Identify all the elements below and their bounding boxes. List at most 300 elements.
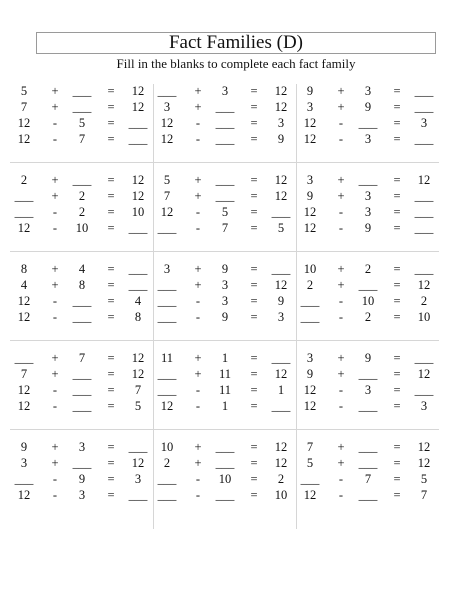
- equation-term-2: 9: [221, 310, 229, 324]
- equation-result: 4: [134, 294, 142, 308]
- equation-equals-sign: =: [250, 367, 258, 381]
- answer-blank[interactable]: ___: [72, 100, 92, 114]
- equation-row: [153, 100, 296, 115]
- equation-row: [296, 310, 439, 325]
- equation-equals-sign: =: [107, 173, 115, 187]
- equation-row: [296, 399, 439, 414]
- equation-term-1: 9: [20, 440, 28, 454]
- equation-term-1: 12: [160, 132, 174, 146]
- equation-operator: -: [195, 472, 201, 486]
- answer-blank[interactable]: ___: [215, 456, 235, 470]
- equation-operator: +: [51, 367, 59, 381]
- equation-term-2: 7: [364, 472, 372, 486]
- equation-equals-sign: =: [250, 84, 258, 98]
- equation-equals-sign: =: [393, 488, 401, 502]
- equation-operator: +: [194, 189, 202, 203]
- equation-equals-sign: =: [393, 472, 401, 486]
- equation-result: 12: [274, 278, 288, 292]
- answer-blank[interactable]: ___: [14, 351, 34, 365]
- equation-operator: +: [194, 100, 202, 114]
- equation-equals-sign: =: [393, 399, 401, 413]
- answer-blank[interactable]: ___: [215, 488, 235, 502]
- equation-equals-sign: =: [250, 189, 258, 203]
- answer-blank[interactable]: ___: [157, 310, 177, 324]
- answer-blank[interactable]: ___: [271, 262, 291, 276]
- equation-equals-sign: =: [393, 100, 401, 114]
- equation-term-2: 10: [75, 221, 89, 235]
- equation-row: [296, 367, 439, 382]
- equation-operator: +: [337, 456, 345, 470]
- equation-term-2: 3: [221, 294, 229, 308]
- equation-equals-sign: =: [107, 262, 115, 276]
- equation-equals-sign: =: [250, 262, 258, 276]
- equation-result: 10: [274, 488, 288, 502]
- equation-result: 7: [134, 383, 142, 397]
- equation-term-2: 2: [78, 205, 86, 219]
- equation-row: [10, 488, 153, 503]
- equation-row: [296, 456, 439, 471]
- equation-equals-sign: =: [250, 132, 258, 146]
- answer-blank[interactable]: ___: [72, 294, 92, 308]
- answer-blank[interactable]: ___: [14, 189, 34, 203]
- equation-row: [296, 132, 439, 147]
- equation-row: [10, 399, 153, 414]
- fact-family-problem: [10, 440, 153, 529]
- equation-operator: +: [337, 440, 345, 454]
- equation-result: 12: [417, 367, 431, 381]
- equation-operator: -: [52, 294, 58, 308]
- equation-term-1: 12: [160, 205, 174, 219]
- equation-operator: +: [51, 173, 59, 187]
- equation-operator: -: [195, 310, 201, 324]
- equation-equals-sign: =: [107, 456, 115, 470]
- fact-family-problem: [153, 173, 296, 262]
- equation-equals-sign: =: [250, 351, 258, 365]
- equation-operator: +: [51, 440, 59, 454]
- answer-blank[interactable]: ___: [300, 472, 320, 486]
- answer-blank[interactable]: ___: [215, 189, 235, 203]
- equation-equals-sign: =: [250, 100, 258, 114]
- answer-blank[interactable]: ___: [358, 173, 378, 187]
- equation-operator: +: [51, 100, 59, 114]
- answer-blank[interactable]: ___: [271, 399, 291, 413]
- equation-result: 12: [274, 367, 288, 381]
- equation-row: [153, 84, 296, 99]
- fact-family-problem: [10, 84, 153, 173]
- equation-term-2: 9: [221, 262, 229, 276]
- answer-blank[interactable]: ___: [72, 367, 92, 381]
- equation-result: 8: [134, 310, 142, 324]
- equation-term-1: 10: [303, 262, 317, 276]
- answer-blank[interactable]: ___: [358, 440, 378, 454]
- answer-blank[interactable]: ___: [157, 221, 177, 235]
- equation-term-2: 2: [78, 189, 86, 203]
- equation-equals-sign: =: [393, 367, 401, 381]
- answer-blank[interactable]: ___: [414, 100, 434, 114]
- equation-equals-sign: =: [107, 116, 115, 130]
- equation-row: [153, 488, 296, 503]
- equation-row: [296, 278, 439, 293]
- answer-blank[interactable]: ___: [271, 205, 291, 219]
- equation-term-1: 2: [306, 278, 314, 292]
- equation-term-1: 5: [306, 456, 314, 470]
- equation-result: 3: [420, 399, 428, 413]
- equation-equals-sign: =: [107, 221, 115, 235]
- answer-blank[interactable]: ___: [128, 132, 148, 146]
- equation-row: [10, 351, 153, 366]
- answer-blank[interactable]: ___: [14, 205, 34, 219]
- equation-row: [10, 310, 153, 325]
- equation-row: [296, 189, 439, 204]
- equation-result: 12: [417, 278, 431, 292]
- equation-operator: -: [52, 116, 58, 130]
- equation-term-1: 12: [17, 488, 31, 502]
- equation-term-1: 12: [303, 116, 317, 130]
- equation-result: 9: [277, 294, 285, 308]
- equation-term-1: 3: [163, 262, 171, 276]
- equation-result: 12: [131, 189, 145, 203]
- equation-result: 12: [274, 100, 288, 114]
- answer-blank[interactable]: ___: [358, 456, 378, 470]
- answer-blank[interactable]: ___: [157, 84, 177, 98]
- equation-row: [296, 205, 439, 220]
- equation-row: [10, 189, 153, 204]
- answer-blank[interactable]: ___: [300, 294, 320, 308]
- equation-equals-sign: =: [393, 173, 401, 187]
- equation-result: 12: [131, 173, 145, 187]
- answer-blank[interactable]: ___: [358, 278, 378, 292]
- answer-blank[interactable]: ___: [157, 472, 177, 486]
- equation-result: 7: [420, 488, 428, 502]
- answer-blank[interactable]: ___: [414, 262, 434, 276]
- equation-operator: +: [194, 173, 202, 187]
- equation-equals-sign: =: [250, 383, 258, 397]
- equation-result: 12: [417, 456, 431, 470]
- equation-operator: -: [52, 310, 58, 324]
- equation-result: 5: [277, 221, 285, 235]
- answer-blank[interactable]: ___: [300, 310, 320, 324]
- equation-term-2: 3: [364, 205, 372, 219]
- equation-term-2: 1: [221, 399, 229, 413]
- equation-term-1: 5: [163, 173, 171, 187]
- equation-result: 10: [131, 205, 145, 219]
- equation-row: [296, 472, 439, 487]
- equation-term-1: 7: [306, 440, 314, 454]
- equation-row: [296, 173, 439, 188]
- equation-equals-sign: =: [250, 399, 258, 413]
- equation-operator: -: [195, 294, 201, 308]
- answer-blank[interactable]: ___: [414, 84, 434, 98]
- answer-blank[interactable]: ___: [358, 116, 378, 130]
- answer-blank[interactable]: ___: [128, 221, 148, 235]
- answer-blank[interactable]: ___: [215, 132, 235, 146]
- equation-result: 12: [131, 100, 145, 114]
- equation-term-1: 3: [163, 100, 171, 114]
- equation-operator: +: [194, 367, 202, 381]
- equation-term-2: 11: [218, 383, 232, 397]
- equation-row: [10, 456, 153, 471]
- equation-equals-sign: =: [107, 84, 115, 98]
- fact-family-problem: [10, 262, 153, 351]
- equation-term-1: 12: [17, 399, 31, 413]
- equation-operator: +: [51, 189, 59, 203]
- equation-row: [153, 262, 296, 277]
- answer-blank[interactable]: ___: [72, 399, 92, 413]
- equation-operator: -: [338, 221, 344, 235]
- equation-term-2: 9: [78, 472, 86, 486]
- equation-row: [296, 116, 439, 131]
- equation-operator: -: [52, 488, 58, 502]
- equation-row: [10, 221, 153, 236]
- answer-blank[interactable]: ___: [72, 173, 92, 187]
- equation-term-2: 3: [364, 189, 372, 203]
- answer-blank[interactable]: ___: [358, 488, 378, 502]
- equation-operator: -: [338, 383, 344, 397]
- equation-result: 12: [274, 189, 288, 203]
- equation-result: 12: [417, 173, 431, 187]
- equation-row: [10, 440, 153, 455]
- equation-row: [153, 456, 296, 471]
- equation-term-2: 2: [364, 310, 372, 324]
- answer-blank[interactable]: ___: [215, 116, 235, 130]
- equation-result: 5: [134, 399, 142, 413]
- equation-term-2: 3: [221, 84, 229, 98]
- equation-equals-sign: =: [393, 262, 401, 276]
- equation-term-1: 7: [20, 100, 28, 114]
- equation-equals-sign: =: [393, 132, 401, 146]
- equation-row: [10, 205, 153, 220]
- equation-term-1: 9: [306, 189, 314, 203]
- equation-operator: -: [195, 205, 201, 219]
- equation-equals-sign: =: [393, 278, 401, 292]
- equation-operator: +: [51, 351, 59, 365]
- equation-result: 3: [277, 310, 285, 324]
- equation-equals-sign: =: [393, 383, 401, 397]
- answer-blank[interactable]: ___: [414, 189, 434, 203]
- equation-result: 12: [131, 456, 145, 470]
- equation-equals-sign: =: [107, 367, 115, 381]
- equation-equals-sign: =: [250, 205, 258, 219]
- equation-row: [153, 367, 296, 382]
- equation-term-2: 3: [78, 440, 86, 454]
- equation-term-1: 12: [160, 399, 174, 413]
- equation-term-1: 12: [17, 116, 31, 130]
- fact-family-problem: [296, 84, 439, 173]
- equation-operator: +: [51, 262, 59, 276]
- fact-family-problem: [10, 351, 153, 440]
- equation-result: 3: [277, 116, 285, 130]
- equation-term-1: 12: [303, 221, 317, 235]
- equation-operator: +: [337, 262, 345, 276]
- equation-row: [296, 383, 439, 398]
- equation-equals-sign: =: [107, 440, 115, 454]
- equation-equals-sign: =: [393, 310, 401, 324]
- equation-operator: +: [51, 84, 59, 98]
- answer-blank[interactable]: ___: [72, 383, 92, 397]
- equation-term-1: 12: [303, 205, 317, 219]
- equation-row: [10, 116, 153, 131]
- equation-term-1: 11: [160, 351, 174, 365]
- equation-term-2: 3: [221, 278, 229, 292]
- answer-blank[interactable]: ___: [215, 440, 235, 454]
- equation-operator: +: [337, 278, 345, 292]
- equation-term-2: 9: [364, 100, 372, 114]
- equation-operator: +: [194, 262, 202, 276]
- answer-blank[interactable]: ___: [72, 84, 92, 98]
- equation-equals-sign: =: [250, 221, 258, 235]
- equation-term-1: 12: [303, 383, 317, 397]
- answer-blank[interactable]: ___: [157, 278, 177, 292]
- equation-equals-sign: =: [250, 456, 258, 470]
- equation-equals-sign: =: [393, 205, 401, 219]
- equation-operator: +: [194, 440, 202, 454]
- equation-equals-sign: =: [393, 440, 401, 454]
- answer-blank[interactable]: ___: [215, 173, 235, 187]
- answer-blank[interactable]: ___: [215, 100, 235, 114]
- equation-row: [10, 100, 153, 115]
- equation-term-2: 10: [218, 472, 232, 486]
- equation-operator: -: [52, 472, 58, 486]
- answer-blank[interactable]: ___: [271, 351, 291, 365]
- equation-equals-sign: =: [393, 351, 401, 365]
- equation-term-1: 8: [20, 262, 28, 276]
- equation-term-2: 3: [78, 488, 86, 502]
- answer-blank[interactable]: ___: [414, 383, 434, 397]
- equation-term-1: 2: [20, 173, 28, 187]
- equation-term-1: 9: [306, 367, 314, 381]
- equation-term-1: 12: [17, 221, 31, 235]
- equation-row: [153, 132, 296, 147]
- equation-row: [296, 488, 439, 503]
- equation-term-1: 12: [17, 383, 31, 397]
- equation-row: [153, 440, 296, 455]
- equation-term-1: 12: [160, 116, 174, 130]
- equation-equals-sign: =: [107, 100, 115, 114]
- equation-row: [10, 367, 153, 382]
- equation-equals-sign: =: [107, 399, 115, 413]
- equation-term-1: 10: [160, 440, 174, 454]
- equation-row: [153, 205, 296, 220]
- equation-term-1: 2: [163, 456, 171, 470]
- equation-term-1: 9: [306, 84, 314, 98]
- equation-term-1: 12: [303, 399, 317, 413]
- fact-family-problem: [153, 440, 296, 529]
- equation-operator: +: [337, 173, 345, 187]
- answer-blank[interactable]: ___: [128, 488, 148, 502]
- equation-term-2: 4: [78, 262, 86, 276]
- equation-term-2: 5: [221, 205, 229, 219]
- equation-operator: +: [51, 456, 59, 470]
- equation-row: [153, 310, 296, 325]
- equation-operator: +: [337, 84, 345, 98]
- equation-result: 12: [131, 351, 145, 365]
- answer-blank[interactable]: ___: [414, 351, 434, 365]
- equation-operator: +: [194, 84, 202, 98]
- answer-blank[interactable]: ___: [358, 367, 378, 381]
- equation-operator: +: [337, 367, 345, 381]
- equation-operator: -: [195, 116, 201, 130]
- answer-blank[interactable]: ___: [157, 383, 177, 397]
- answer-blank[interactable]: ___: [157, 294, 177, 308]
- fact-family-problem: [296, 440, 439, 529]
- equation-result: 12: [274, 440, 288, 454]
- equation-row: [10, 132, 153, 147]
- equation-row: [296, 440, 439, 455]
- equation-equals-sign: =: [107, 488, 115, 502]
- equation-term-1: 12: [17, 310, 31, 324]
- equation-result: 3: [420, 116, 428, 130]
- answer-blank[interactable]: ___: [72, 310, 92, 324]
- equation-row: [10, 84, 153, 99]
- equation-row: [10, 278, 153, 293]
- answer-blank[interactable]: ___: [414, 221, 434, 235]
- equation-term-2: 9: [364, 351, 372, 365]
- equation-operator: -: [195, 488, 201, 502]
- equation-row: [296, 262, 439, 277]
- answer-blank[interactable]: ___: [128, 278, 148, 292]
- equation-term-2: 7: [78, 351, 86, 365]
- equation-row: [153, 399, 296, 414]
- equation-operator: -: [52, 221, 58, 235]
- answer-blank[interactable]: ___: [128, 440, 148, 454]
- equation-row: [153, 472, 296, 487]
- equation-result: 2: [277, 472, 285, 486]
- equation-equals-sign: =: [107, 132, 115, 146]
- equation-equals-sign: =: [250, 310, 258, 324]
- fact-family-problem: [153, 262, 296, 351]
- answer-blank[interactable]: ___: [72, 456, 92, 470]
- equation-term-1: 3: [20, 456, 28, 470]
- equation-row: [153, 221, 296, 236]
- equation-row: [10, 173, 153, 188]
- equation-equals-sign: =: [250, 294, 258, 308]
- equation-equals-sign: =: [393, 116, 401, 130]
- fact-family-problem: [10, 173, 153, 262]
- equation-equals-sign: =: [107, 294, 115, 308]
- equation-row: [153, 351, 296, 366]
- equation-operator: -: [52, 399, 58, 413]
- answer-blank[interactable]: ___: [157, 488, 177, 502]
- equation-equals-sign: =: [393, 84, 401, 98]
- equation-term-1: 4: [20, 278, 28, 292]
- equation-row: [153, 278, 296, 293]
- answer-blank[interactable]: ___: [358, 399, 378, 413]
- answer-blank[interactable]: ___: [128, 116, 148, 130]
- equation-operator: +: [337, 189, 345, 203]
- fact-family-problem: [153, 351, 296, 440]
- equation-result: 1: [277, 383, 285, 397]
- equation-equals-sign: =: [107, 278, 115, 292]
- fact-family-grid: [10, 84, 439, 529]
- fact-family-problem: [296, 351, 439, 440]
- equation-operator: -: [195, 383, 201, 397]
- equation-operator: -: [52, 205, 58, 219]
- answer-blank[interactable]: ___: [128, 262, 148, 276]
- answer-blank[interactable]: ___: [414, 132, 434, 146]
- equation-row: [296, 351, 439, 366]
- equation-result: 9: [277, 132, 285, 146]
- equation-equals-sign: =: [250, 472, 258, 486]
- answer-blank[interactable]: ___: [14, 472, 34, 486]
- answer-blank[interactable]: ___: [414, 205, 434, 219]
- equation-row: [153, 173, 296, 188]
- equation-row: [10, 383, 153, 398]
- equation-operator: -: [52, 383, 58, 397]
- equation-result: 12: [131, 367, 145, 381]
- equation-operator: -: [338, 132, 344, 146]
- equation-term-1: 3: [306, 351, 314, 365]
- answer-blank[interactable]: ___: [157, 367, 177, 381]
